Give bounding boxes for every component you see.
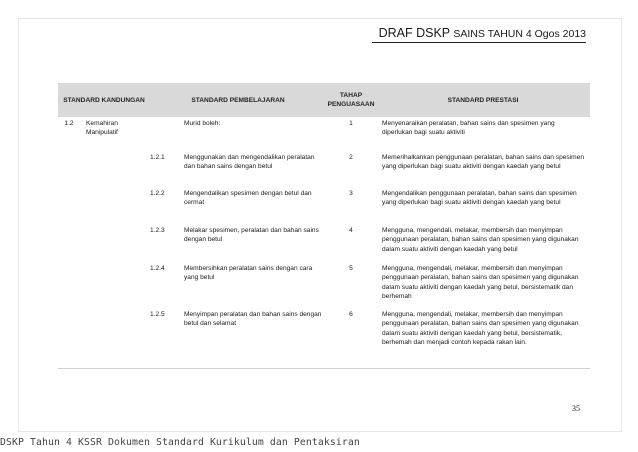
tahap-level: 4 bbox=[349, 227, 353, 234]
tahap-level: 2 bbox=[349, 154, 353, 161]
pembelajaran-text: Mengendalikan spesimen dengan betul dan cermat bbox=[184, 190, 312, 207]
tahap-level: 5 bbox=[349, 265, 353, 272]
table-row bbox=[58, 224, 590, 262]
prestasi-text: Mengguna, mengendali, melakar, membersih dan menyimpan penggunaan peralatan, bahan sains dan spesimen yang digunakan dalam suatu aktiviti dengan kaedah yang betul, bersistematik dan berhemah bbox=[382, 265, 579, 301]
header-standard-kandungan: STANDARD KANDUNGAN bbox=[58, 83, 150, 117]
table-row bbox=[58, 187, 590, 224]
header-underline bbox=[372, 42, 586, 43]
pembelajaran-code: 1.2.1 bbox=[150, 154, 165, 161]
table-row bbox=[58, 151, 590, 187]
pembelajaran-text: Membersihkan peralatan sains dengan cara yang betul bbox=[184, 265, 313, 282]
pembelajaran-code: 1.2.4 bbox=[150, 265, 165, 272]
tahap-level: 6 bbox=[326, 308, 376, 368]
header-standard-prestasi: STANDARD PRESTASI bbox=[376, 83, 590, 117]
standards-table bbox=[58, 83, 590, 369]
table-header-row bbox=[58, 83, 590, 117]
prestasi-text: Menyenaraikan peralatan, bahan sains dan spesimen yang diperlukan bagi suatu aktiviti bbox=[382, 120, 555, 137]
table-row bbox=[58, 117, 590, 151]
table-row bbox=[58, 308, 590, 368]
pembelajaran-text: Menggunakan dan mengendalikan peralatan dan bahan sains dengan betul bbox=[184, 154, 315, 171]
table-row bbox=[58, 262, 590, 308]
prestasi-text: Mengguna, mengendali, melakar, membersih dan menyimpan penggunaan peralatan, bahan sains dan spesimen yang digunakan dalam suatu aktiviti dengan kaedah yang betul bbox=[382, 227, 579, 253]
pembelajaran-text: Menyimpan peralatan dan bahan sains dengan betul dan selamat bbox=[178, 308, 326, 368]
pembelajaran-intro: Murid boleh: bbox=[184, 120, 221, 127]
document-footer: DSKP Tahun 4 KSSR Dokumen Standard Kurikulum dan Pentaksiran bbox=[0, 437, 360, 448]
prestasi-text: Memerihalkankan penggunaan peralatan, bahan sains dan spesimen yang diperlukan bagi suatu aktiviti dengan kaedah yang betul bbox=[382, 154, 584, 171]
prestasi-text: Mengendalikan penggunaan peralatan, bahan sains dan spesimen yang diperlukan bagi suatu aktiviti dengan kaedah yang betul bbox=[382, 190, 577, 207]
tahap-level: 1 bbox=[349, 120, 353, 127]
header-title-draft: DRAF DSKP bbox=[378, 26, 451, 40]
header-title-subject: SAINS TAHUN 4 Ogos 2013 bbox=[453, 28, 586, 40]
pembelajaran-text: Melakar spesimen, peralatan dan bahan sains dengan betul bbox=[184, 227, 319, 244]
header-standard-pembelajaran: STANDARD PEMBELAJARAN bbox=[150, 83, 326, 117]
page-number: 35 bbox=[572, 404, 580, 413]
kandungan-label: Kemahiran Manipulatif bbox=[86, 120, 118, 137]
header-tahap-penguasaan: TAHAP PENGUASAAN bbox=[326, 83, 376, 117]
pembelajaran-code: 1.2.5 bbox=[150, 308, 178, 368]
kandungan-code: 1.2 bbox=[64, 120, 74, 127]
pembelajaran-code: 1.2.2 bbox=[150, 190, 165, 197]
pembelajaran-code: 1.2.3 bbox=[150, 227, 165, 234]
document-header-title bbox=[372, 26, 586, 40]
tahap-level: 3 bbox=[349, 190, 353, 197]
prestasi-text: Mengguna, mengendali, melakar, membersih dan menyimpan penggunaan peralatan, bahan sains dan spesimen yang digunakan dalam suatu aktiviti dengan kaedah yang betul, bersistematik, berhemah dan menjadi contoh kepada rakan lain. bbox=[376, 308, 590, 368]
